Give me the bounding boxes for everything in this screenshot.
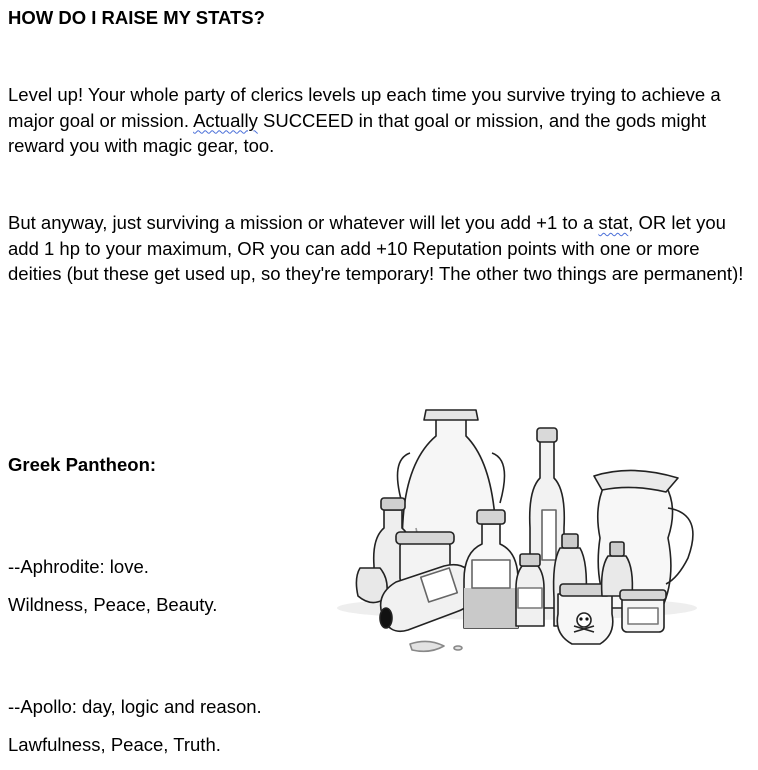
deity-name-line: --Aphrodite: love. xyxy=(8,556,149,577)
deity-traits: Wildness, Peace, Beauty. xyxy=(8,594,218,615)
paragraph-text: , OR let you add 1 hp to your maximum, OR you can add +10 Reputation points with one or more deities (but these get used up, so they're temporary! The other two things are permanent)! xyxy=(8,212,744,284)
potion-bottles-illustration xyxy=(332,398,700,663)
deity-name-line: --Apollo: day, logic and reason. xyxy=(8,696,262,717)
deity-traits: Lawfulness, Peace, Truth. xyxy=(8,734,221,755)
paragraph-text: Level up! Your whole party of clerics levels up each time you survive trying to achieve a major goal or mission. xyxy=(8,84,721,131)
paragraph-text: SUCCEED in that goal or mission, and the gods might reward you with magic gear, too. xyxy=(8,109,707,156)
section-title: Greek Pantheon: xyxy=(8,454,157,475)
spellcheck-flagged-word[interactable]: Actually xyxy=(193,109,258,131)
paragraph-text: But anyway, just surviving a mission or whatever will let you add +1 to a xyxy=(8,212,599,233)
paragraph-surviving xyxy=(8,210,753,287)
page-heading: HOW DO I RAISE MY STATS? xyxy=(8,7,265,28)
spellcheck-flagged-word[interactable]: stat xyxy=(598,212,629,233)
paragraph-level-up xyxy=(8,82,753,159)
